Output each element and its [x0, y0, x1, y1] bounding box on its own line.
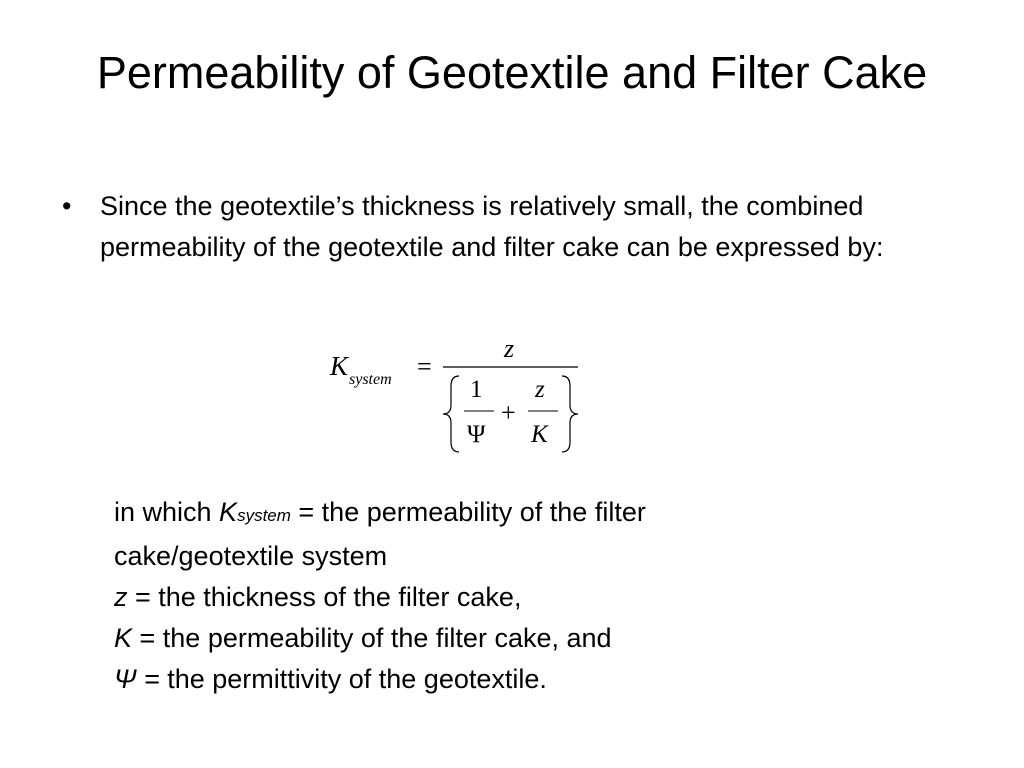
definition-psi	[114, 659, 814, 700]
definition-z	[114, 577, 814, 618]
permeability-equation	[325, 330, 585, 460]
definition-subscript: system	[237, 506, 291, 525]
eq-inner-den-2: K	[531, 421, 548, 448]
definition-k-system-continued: cake/geotextile system	[114, 541, 388, 571]
eq-left-brace	[443, 376, 459, 452]
definition-symbol: K	[219, 497, 238, 527]
definition-text: = the permeability of the filter	[290, 497, 646, 527]
eq-numerator: z	[504, 334, 515, 363]
definition-symbol: K	[114, 623, 133, 653]
eq-lhs-subscript: system	[349, 371, 392, 388]
bullet-marker: •	[62, 191, 72, 221]
eq-inner-num-2: z	[535, 376, 545, 403]
equation-graphic	[325, 330, 585, 460]
definition-symbol: Ψ =	[114, 664, 160, 694]
eq-plus: +	[501, 398, 516, 427]
slide-title: Permeability of Geotextile and Filter Cake	[96, 47, 928, 98]
definition-k-system	[114, 492, 814, 536]
eq-equals: =	[417, 352, 432, 381]
definition-text: the permittivity of the geotextile.	[159, 664, 547, 694]
eq-inner-den-1: Ψ	[467, 421, 486, 448]
bullet-text: Since the geotextile’s thickness is relatively small, the combined permeability of the geotextile and filter cake can be expressed by:	[100, 191, 884, 262]
definition-text: = the permeability of the filter cake, and	[132, 623, 612, 653]
eq-lhs-symbol: K	[330, 351, 349, 381]
eq-right-brace	[562, 376, 578, 452]
eq-inner-num-1: 1	[470, 376, 483, 403]
variable-definitions	[114, 492, 814, 700]
definition-symbol: z	[114, 582, 128, 612]
definition-k	[114, 618, 814, 659]
definition-prefix: in which	[114, 497, 220, 527]
definition-text: = the thickness of the filter cake,	[127, 582, 522, 612]
